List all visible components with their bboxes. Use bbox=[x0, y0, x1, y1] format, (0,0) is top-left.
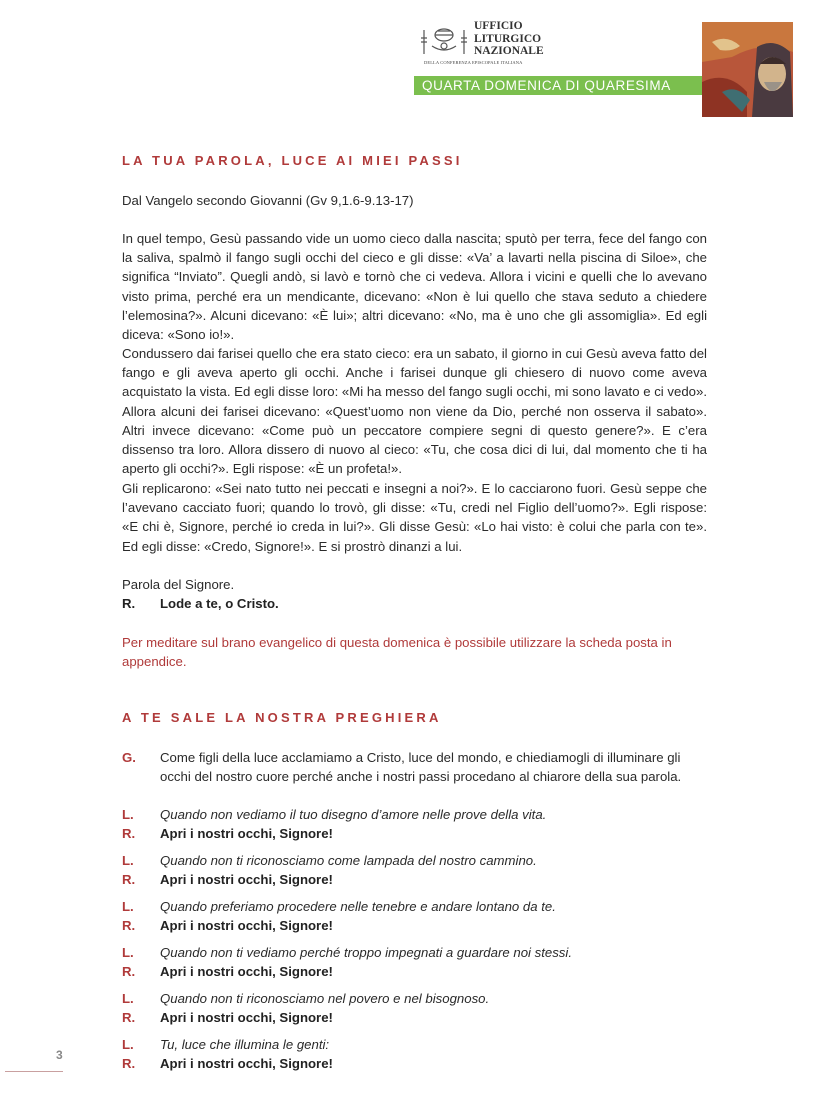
response-text: Apri i nostri occhi, Signore! bbox=[160, 1056, 333, 1071]
gospel-paragraph-3: Gli replicarono: «Sei nato tutto nei peccati e insegni a noi?». E lo cacciarono fuori. Gesù seppe che l’avevano cacciato fuori; quando lo trovò, gli disse: «Tu, credi nel Figlio dell’uomo?». Egli rispose: «E chi è, Signore, perché io creda in lui?». Gli disse Gesù: «Lo hai visto: è colui che parla con te». Ed egli disse: «Credo, Signore!». E si prostrò dinanzi a lui. bbox=[122, 481, 707, 554]
response-label: R. bbox=[122, 918, 136, 933]
sunday-banner: QUARTA DOMENICA DI QUARESIMA bbox=[414, 76, 722, 95]
logo-line-1: UFFICIO bbox=[474, 20, 523, 32]
invocation-text: Tu, luce che illumina le genti: bbox=[160, 1037, 330, 1052]
invocation-text: Quando non ti vediamo perché troppo impegnati a guardare noi stessi. bbox=[160, 945, 572, 960]
logo-line-3: NAZIONALE bbox=[474, 45, 544, 57]
response-text: Apri i nostri occhi, Signore! bbox=[160, 826, 333, 841]
liturgical-emblem-icon bbox=[418, 24, 470, 58]
page-number-rule bbox=[5, 1071, 63, 1072]
response-label: R. bbox=[122, 596, 136, 611]
ufficio-liturgico-logo bbox=[418, 20, 548, 68]
response-text: Apri i nostri occhi, Signore! bbox=[160, 964, 333, 979]
page-number: 3 bbox=[56, 1048, 63, 1062]
reader-label: L. bbox=[122, 899, 134, 914]
logo-subtitle: DELLA CONFERENZA EPISCOPALE ITALIANA bbox=[424, 60, 523, 65]
gospel-source: Dal Vangelo secondo Giovanni (Gv 9,1.6-9.13-17) bbox=[122, 193, 414, 208]
invocation-text: Quando non vediamo il tuo disegno d’amore nelle prove della vita. bbox=[160, 807, 547, 822]
reader-label: L. bbox=[122, 853, 134, 868]
response-text: Lode a te, o Cristo. bbox=[160, 596, 279, 611]
logo-wordmark bbox=[474, 20, 544, 58]
reader-label: L. bbox=[122, 991, 134, 1006]
reader-label: L. bbox=[122, 945, 134, 960]
reader-label: L. bbox=[122, 807, 134, 822]
meditation-note: Per meditare sul brano evangelico di questa domenica è possibile utilizzare la scheda posta in appendice. bbox=[122, 635, 672, 670]
invocation-text: Quando non ti riconosciamo nel povero e nel bisognoso. bbox=[160, 991, 490, 1006]
response-label: R. bbox=[122, 826, 136, 841]
gospel-paragraph-1: In quel tempo, Gesù passando vide un uomo cieco dalla nascita; sputò per terra, fece del fango con la saliva, spalmò il fango sugli occhi del cieco e gli disse: «Va’ a lavarti nella piscina di Siloe», che significa “Inviato”. Quegli andò, si lavò e tornò che ci vedeva. Allora i vicini e quelli che lo avevano visto prima, perché era un mendicante, dicevano: «Non è lui quello che stava seduto a chiedere l’elemosina?». Alcuni dicevano: «È lui»; altri dicevano: «No, ma è uno che gli assomiglia». Ed egli diceva: «Sono io!». bbox=[122, 231, 707, 343]
intro-text: Come figli della luce acclamiamo a Cristo, luce del mondo, e chiediamogli di illuminare gli occhi del nostro cuore perché anche i nostri passi procedano al chiarore della sua parola. bbox=[160, 750, 682, 784]
reader-label: L. bbox=[122, 1037, 134, 1052]
invocation-text: Quando non ti riconosciamo come lampada del nostro cammino. bbox=[160, 853, 537, 868]
section-title-preghiera: A TE SALE LA NOSTRA PREGHIERA bbox=[122, 710, 442, 725]
invocation-text: Quando preferiamo procedere nelle tenebre e andare lontano da te. bbox=[160, 899, 556, 914]
intro-label: G. bbox=[122, 750, 136, 765]
response-label: R. bbox=[122, 872, 136, 887]
response-label: R. bbox=[122, 1010, 136, 1025]
gospel-paragraph-2: Condussero dai farisei quello che era stato cieco: era un sabato, il giorno in cui Gesù aveva fatto del fango e gli aveva aperto gli occhi. Anche i farisei dunque gli chiesero di nuovo come aveva acquistato la vista. Ed egli disse loro: «Mi ha messo del fango sugli occhi, mi sono lavato e ci vedo». Allora alcuni dei farisei dicevano: «Quest’uomo non viene da Dio, perché non osserva il sabato». Altri invece dicevano: «Come può un peccatore compiere segni di questo genere?». E c’era dissenso tra loro. Allora dissero di nuovo al cieco: «Tu, che cosa dici di lui, dal momento che ti ha aperto gli occhi?». Egli rispose: «È un profeta!». bbox=[122, 346, 707, 477]
response-label: R. bbox=[122, 964, 136, 979]
closing-acclamation: Parola del Signore. bbox=[122, 577, 235, 592]
response-text: Apri i nostri occhi, Signore! bbox=[160, 872, 333, 887]
sacred-art-image bbox=[702, 22, 793, 117]
logo-line-2: LITURGICO bbox=[474, 32, 542, 45]
response-label: R. bbox=[122, 1056, 136, 1071]
response-text: Apri i nostri occhi, Signore! bbox=[160, 1010, 333, 1025]
response-text: Apri i nostri occhi, Signore! bbox=[160, 918, 333, 933]
section-title-parola: LA TUA PAROLA, LUCE AI MIEI PASSI bbox=[122, 153, 463, 168]
prayer-intro bbox=[122, 748, 722, 788]
